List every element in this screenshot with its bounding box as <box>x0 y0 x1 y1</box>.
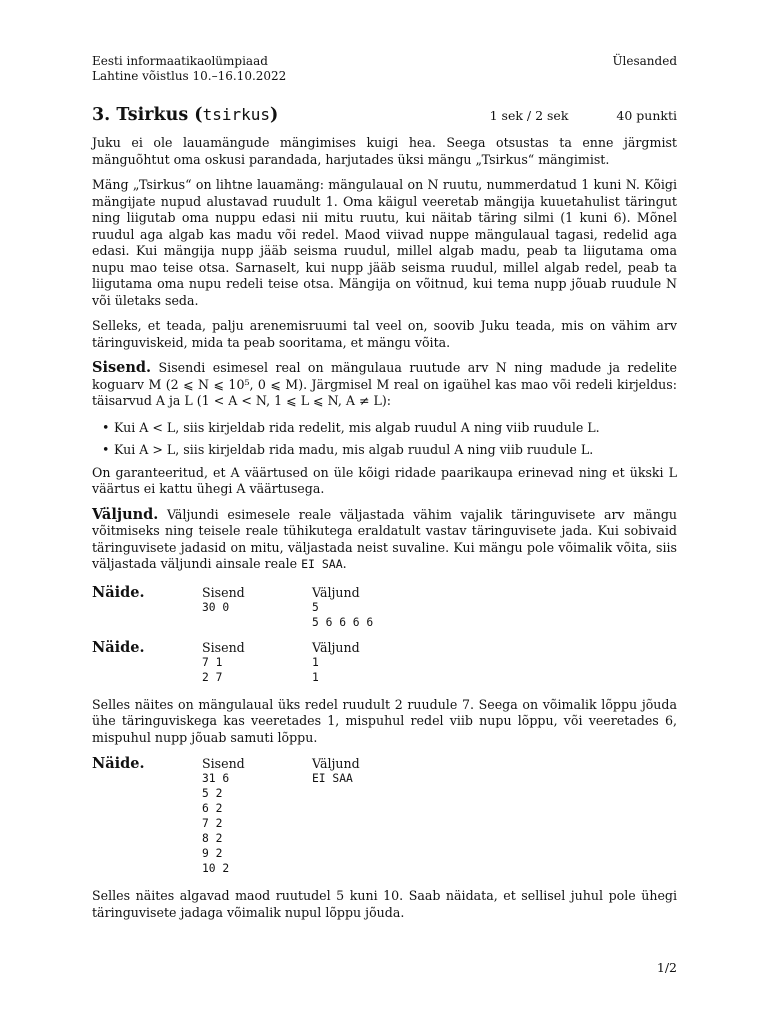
example-input: Sisend 7 1 2 7 <box>202 639 245 684</box>
problem-code: tsirkus <box>202 105 271 124</box>
example-output: Väljund EI SAA <box>312 756 360 785</box>
section-name: Ülesanded <box>612 54 677 68</box>
example-3 <box>92 756 677 876</box>
example-input: Sisend 30 0 <box>202 584 245 614</box>
input-label: Sisend. <box>92 359 152 376</box>
example-3-note: Selles näites algavad maod ruutudel 5 kuni 10. Saab näidata, et sellisel juhul pole ühegi täringuvisete jadaga võimalik nupul lõppu jõuda. <box>92 888 677 920</box>
org-name: Eesti informaatikaolümpiaad <box>92 54 268 68</box>
points: 40 punkti <box>616 108 677 123</box>
time-limit: 1 sek / 2 sek <box>489 108 569 123</box>
problem-title: 3. Tsirkus (tsirkus) <box>92 105 279 125</box>
example-output: Väljund 5 5 6 6 6 6 <box>312 584 374 629</box>
problem-limits <box>490 108 677 123</box>
example-2-note: Selles näites on mängulaual üks redel ruudult 2 ruudule 7. Seega on võimalik lõppu jõuda ühe täringuviskega kas veeretades 1, mispuhul redel viib nupu lõppu, või veeretades 6, mispuhul nupp jõuab samuti lõppu. <box>92 696 677 745</box>
example-label: Näide. <box>92 583 145 601</box>
intro-paragraph: Juku ei ole lauamängude mängimises kuigi hea. Seega otsustas ta enne järgmist mänguõhtut oma oskusi parandada, harjutades üksi mängu „Tsirkus“ mängimist. <box>92 135 677 167</box>
event-name: Lahtine võistlus 10.–16.10.2022 <box>92 69 287 83</box>
example-input: Sisend 31 6 5 2 6 2 7 2 8 2 9 2 10 2 <box>202 756 245 875</box>
example-label: Näide. <box>92 638 145 656</box>
guarantee-paragraph: On garanteeritud, et A väärtused on üle kõigi ridade paarikaupa erinevad ning et ükski L väärtus ei kattu ühegi A väärtusega. <box>92 464 677 496</box>
example-output: Väljund 1 1 <box>312 639 360 684</box>
list-item: • Kui A < L, siis kirjeldab rida redelit, mis algab ruudul A ning viib ruudule L. <box>114 420 677 437</box>
example-label: Näide. <box>92 755 145 772</box>
example-2 <box>92 640 677 685</box>
output-code: EI SAA <box>301 557 343 571</box>
problem-title-row <box>92 105 677 125</box>
page-number: 1/2 <box>656 960 677 975</box>
page-header <box>92 54 677 84</box>
example-1 <box>92 585 677 630</box>
input-section <box>92 360 677 410</box>
input-text: Sisendi esimesel real on mängulaua ruutude arv N ning madude ja redelite koguarv M (2 ⩽ N ⩽ 10⁵, 0 ⩽ M). Järgmisel M real on igaühel kas mao või redeli kirjeldus: täisarvud A ja L (1 < A < N, 1 ⩽ L ⩽ N, A ≠ L): <box>92 360 677 408</box>
output-text: Väljundi esimesele reale väljastada vähim vajalik täringuvisete arv mängu võitmiseks ning teisele reale tühikutega eraldatult vastav täringuvisete jada. Kui sobivaid täringuvisete jadasid on mitu, väljastada neist suvaline. Kui mängu pole võimalik võita, siis väljastada väljundi ainsale reale <box>92 506 677 571</box>
output-section: Väljund. Väljundi esimesele reale väljastada vähim vajalik täringuvisete arv mängu võitmiseks ning teisele reale tühikutega eraldatult vastav täringuvisete jada. Kui sobivaid täringuvisete jadasid on mitu, väljastada neist suvaline. Kui mängu pole võimalik võita, siis väljastada väljundi ainsale reale EI SAA. <box>92 505 677 571</box>
output-label: Väljund. <box>92 505 159 523</box>
goal-paragraph: Selleks, et teada, palju arenemisruumi tal veel on, soovib Juku teada, mis on vähim arv täringuviskeid, mida ta peab sooritama, et mängu võita. <box>92 318 677 350</box>
input-bullets <box>92 420 677 459</box>
document-page <box>92 54 677 921</box>
list-item: • Kui A > L, siis kirjeldab rida madu, mis algab ruudul A ning viib ruudule L. <box>114 442 677 459</box>
rules-paragraph: Mäng „Tsirkus“ on lihtne lauamäng: mängulaual on N ruutu, nummerdatud 1 kuni N. Kõigi mängijate nupud alustavad ruudult 1. Oma käigul veeretab mängija kuuetahulist täringut ning liigutab oma nuppu edasi nii mitu ruutu, kui näitab täring silmi (1 kuni 6). Mõnel ruudul aga algab kas madu või redel. Maod viivad nuppe mängulaual tagasi, redelid aga edasi. Kui mängija nupp jääb seisma ruudul, millel algab madu, peab ta liigutama oma nupu mao teise otsa. Sarnaselt, kui nupp jääb seisma ruudul, millel algab redel, peab ta liigutama oma nupu redeli teise otsa. Mängija on võitnud, kui tema nupp jõuab ruudule N või ületaks seda. <box>92 177 677 308</box>
